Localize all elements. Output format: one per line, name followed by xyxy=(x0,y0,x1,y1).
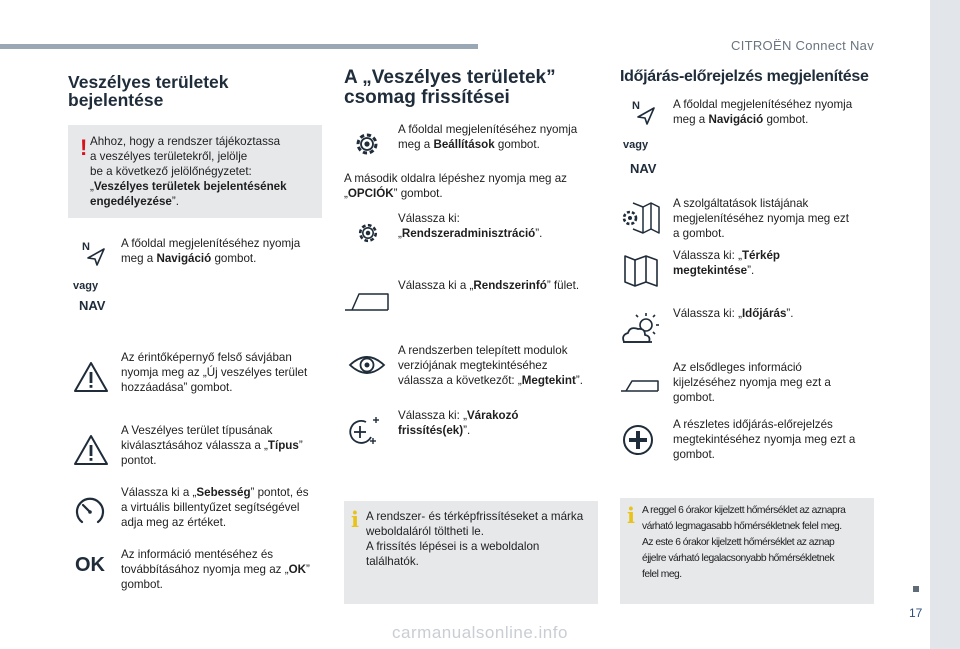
map-view-icon xyxy=(623,253,659,289)
step-options-page: A második oldalra lépéshez nyomja meg az „OPCIÓK” gombot. xyxy=(344,172,567,200)
warning-box xyxy=(68,125,322,218)
navigation-arrow-icon xyxy=(632,99,656,125)
or-label: vagy xyxy=(73,280,99,292)
step-open-navigation: A főoldal megjelenítéséhez nyomja meg a Navigáció gombot. xyxy=(673,98,853,126)
nav-button-label: NAV xyxy=(630,161,657,176)
info-box-updates xyxy=(344,501,598,604)
step-open-settings: A főoldal megjelenítéséhez nyomja meg a Beállítások gombot. xyxy=(398,123,578,151)
section-title-package-updates: A „Veszélyes területek” csomag frissítései xyxy=(344,67,556,108)
step-map-view: Válassza ki: „Térkép megtekintése”. xyxy=(673,249,780,277)
header-rule xyxy=(0,44,478,49)
weather-sun-cloud-icon xyxy=(620,311,660,347)
step-enter-speed: Válassza ki a „Sebesség” pontot, és a virtuális billentyűzet segítségével adja meg az értéket. xyxy=(121,486,309,529)
step-system-admin: Válassza ki: „Rendszeradminisztráció”. xyxy=(398,212,543,240)
ok-button-label: OK xyxy=(75,554,105,576)
pending-updates-icon xyxy=(346,414,382,448)
step-select-type: A Veszélyes terület típusának kiválasztásához válassza a „Típus” pontot. xyxy=(121,424,303,467)
step-weather: Válassza ki: „Időjárás”. xyxy=(673,307,794,320)
watermark: carmanualsonline.info xyxy=(392,623,568,642)
warning-triangle-icon xyxy=(73,361,109,393)
or-label: vagy xyxy=(623,139,649,151)
page-number: 17 xyxy=(909,606,923,620)
step-detailed-forecast: A részletes időjárás-előrejelzés megtekintéséhez nyomja meg ezt a gombot. xyxy=(673,418,856,461)
services-list-icon xyxy=(619,201,661,235)
settings-gear-icon xyxy=(352,129,382,159)
step-open-navigation: A főoldal megjelenítéséhez nyomja meg a Navigáció gombot. xyxy=(121,237,301,265)
warning-exclamation-icon: ! xyxy=(80,135,88,160)
step-system-info: Válassza ki a „Rendszerinfó” fület. xyxy=(398,279,580,292)
warning-text: Ahhoz, hogy a rendszer tájékoztassa a veszélyes területekről, jelölje be a következő jelölőnégyzetet: „Veszélyes területek bejelentésének engedélyezése”. xyxy=(90,135,287,208)
details-plus-icon xyxy=(622,424,654,456)
info-updates-text: A rendszer- és térképfrissítéseket a márka weboldaláról töltheti le. A frissítés lépései is a weboldalon találhatók. xyxy=(366,510,584,568)
section-title-weather: Időjárás-előrejelzés megjelenítése xyxy=(620,68,869,85)
nav-button-label: NAV xyxy=(79,298,106,313)
step-primary-info: Az elsődleges információ kijelzéséhez nyomja meg ezt a gombot. xyxy=(673,361,831,404)
step-confirm-ok: Az információ mentéséhez és továbbításához nyomja meg az „OK” gombot. xyxy=(121,548,310,591)
navigation-arrow-icon xyxy=(82,240,106,266)
tab-shape-icon xyxy=(344,290,390,312)
eye-view-icon xyxy=(348,352,386,378)
brand-header: CITROËN Connect Nav xyxy=(731,38,874,53)
step-services-list: A szolgáltatások listájának megjelenítéséhez nyomja meg ezt a gombot. xyxy=(673,197,849,240)
info-icon: i xyxy=(627,503,635,528)
info-box-temperatures xyxy=(620,498,874,604)
info-icon: i xyxy=(351,507,359,532)
svg-text:N: N xyxy=(82,241,90,253)
speedometer-icon xyxy=(74,495,106,527)
step-add-hazard-zone: Az érintőképernyő felső sávjában nyomja meg az „Új veszélyes terület hozzáadása” gombot. xyxy=(121,351,308,394)
page-end-marker xyxy=(913,586,919,592)
page-margin-strip xyxy=(930,0,960,649)
info-temperatures-text: A reggel 6 órakor kijelzett hőmérséklet az aznapra várható legmagasabb hőmérsékletnek felel meg. Az este 6 órakor kijelzett hőmérséklet az aznap éjjelre várható legalacsonyabb hőmérsékletnek felel meg. xyxy=(642,505,846,580)
svg-text:N: N xyxy=(632,100,640,112)
primary-info-tab-icon xyxy=(620,379,660,393)
step-view-modules: A rendszerben telepített modulok verziójának megtekintéséhez válassza a következőt: „Megtekint”. xyxy=(398,344,583,387)
settings-gear-icon xyxy=(355,220,381,246)
step-pending-updates: Válassza ki: „Várakozó frissítés(ek)”. xyxy=(398,409,519,437)
section-title-hazard-report: Veszélyes területek bejelentése xyxy=(68,72,229,111)
warning-triangle-icon xyxy=(73,434,109,466)
